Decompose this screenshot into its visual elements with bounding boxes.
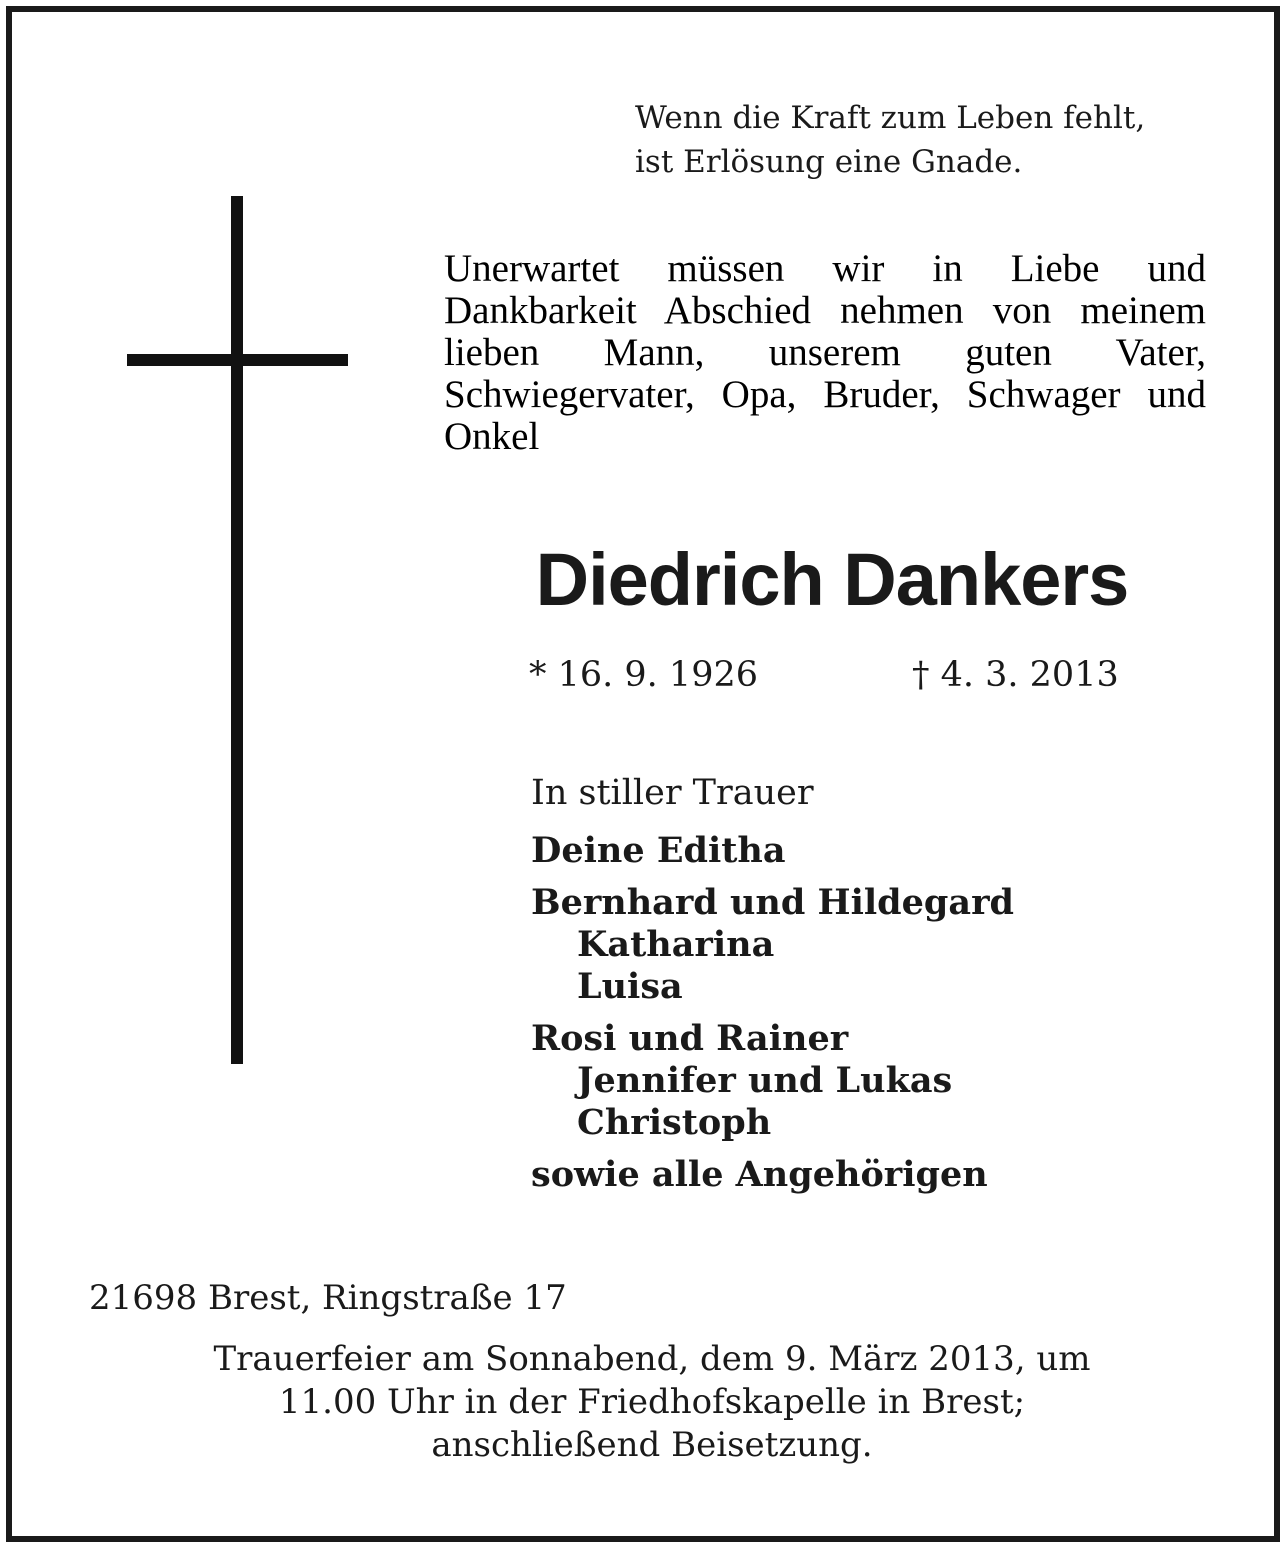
death-date: † 4. 3. 2013 [912,655,1119,695]
cross-icon-horizontal-bar [127,354,348,366]
mourner-child-name: Christoph [577,1102,772,1143]
epigraph-quote [635,96,1235,184]
mourner-group [531,830,1014,872]
funeral-service-info [32,1338,1272,1467]
mourners-list [531,830,1014,1206]
cross-icon-vertical-bar [231,196,243,1064]
mourning-heading: In stiller Trauer [531,773,814,813]
mourner-group [531,1154,1014,1196]
mourner-name: Deine Editha [531,830,786,871]
deceased-name: Diedrich Dankers [535,538,1129,621]
mourner-group [531,1018,1014,1144]
mourner-child-name: Katharina [577,924,775,965]
service-line-1: Trauerfeier am Sonnabend, dem 9. März 2013, um [213,1339,1091,1379]
service-line-2: 11.00 Uhr in der Friedhofskapelle in Brest; [278,1382,1026,1422]
mourner-name: sowie alle Angehörigen [531,1154,988,1195]
obituary-frame [6,6,1280,1542]
family-address: 21698 Brest, Ringstraße 17 [89,1278,567,1318]
mourner-name: Rosi und Rainer [531,1018,849,1059]
mourner-child-name: Luisa [577,966,683,1007]
mourner-group [531,882,1014,1008]
service-line-3: anschließend Beisetzung. [431,1425,873,1465]
mourner-name: Bernhard und Hildegard [531,882,1014,923]
birth-date: * 16. 9. 1926 [529,655,759,695]
mourner-child-name: Jennifer und Lukas [577,1060,953,1101]
intro-text: Unerwartet müssen wir in Liebe und Dankbarkeit Abschied nehmen von meinem lieben Mann, unserem guten Vater, Schwiegervater, Opa, Bruder, Schwager und Onkel [444,247,1206,458]
quote-line-1: Wenn die Kraft zum Leben fehlt, [635,100,1146,136]
quote-line-2: ist Erlösung eine Gnade. [635,144,1023,180]
